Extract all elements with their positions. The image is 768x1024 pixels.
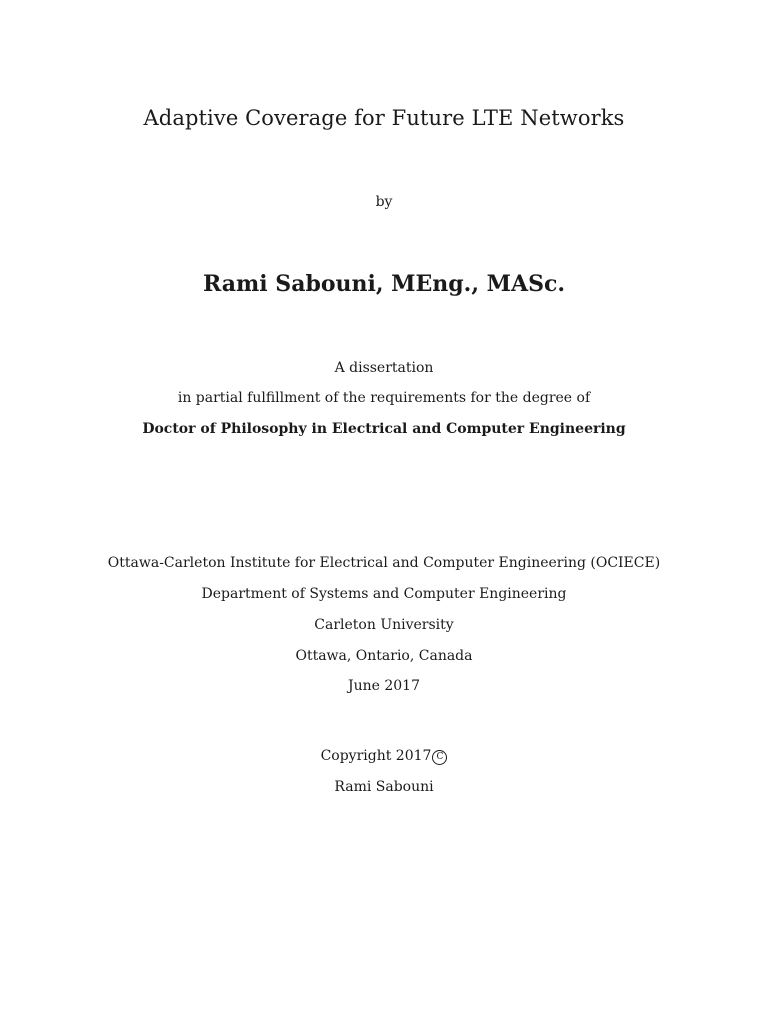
degree-name: Doctor of Philosophy in Electrical and Computer Engineering (142, 421, 626, 437)
copyright-symbol: C (432, 750, 447, 765)
dissertation-label: A dissertation (334, 360, 434, 376)
copyright-holder: Rami Sabouni (334, 779, 434, 795)
department-name: Department of Systems and Computer Engineering (201, 586, 567, 602)
university-name: Carleton University (314, 617, 454, 633)
university-location: Ottawa, Ontario, Canada (295, 648, 473, 664)
fulfillment-statement: in partial fulfillment of the requirements for the degree of (177, 390, 591, 406)
by-label: by (375, 194, 393, 210)
copyright-notice (0, 748, 768, 765)
institute-name: Ottawa-Carleton Institute for Electrical and Computer Engineering (OCIECE) (107, 555, 661, 571)
author-name: Rami Sabouni, MEng., MASc. (202, 271, 566, 297)
dissertation-title: Adaptive Coverage for Future LTE Networks (143, 106, 625, 130)
submission-date: June 2017 (347, 678, 420, 694)
copyright-text: Copyright 2017 (320, 748, 432, 764)
